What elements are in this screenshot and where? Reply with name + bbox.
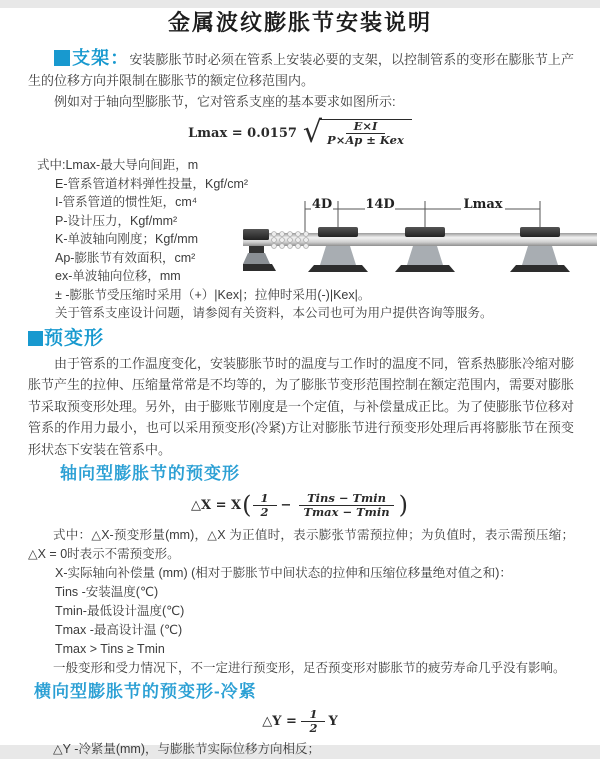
lateral-note: △Y -冷紧量(mm)，与膨胀节实际位移方向相反； <box>53 742 321 756</box>
definition-item: P-设计压力，Kgf/mm² <box>55 213 178 228</box>
blue-square-bullet-icon <box>54 50 70 66</box>
note-line: Tmax > Tins ≥ Tmin <box>55 642 165 656</box>
definition-item: ex-单波轴向位移，mm <box>55 269 181 283</box>
lateral-formula-lhs: △Y = <box>262 713 297 729</box>
definition-item: 关于管系支座设计问题，请参阅有关资料，本公司也可为用户提供咨询等服务。 <box>55 306 493 320</box>
square-root <box>302 115 412 150</box>
page-title: 金属波纹膨胀节安装说明 <box>167 10 432 35</box>
half-fraction <box>301 708 325 735</box>
document-page <box>0 8 600 756</box>
fraction-numerator: 1 <box>253 492 277 506</box>
lateral-subsection-heading: 横向型膨胀节的预变形-冷紧 <box>34 682 257 701</box>
blue-square-bullet-icon <box>28 331 43 346</box>
dim-label-14d: 14D <box>365 197 395 212</box>
definition-item: ± -膨胀节受压缩时采用（+）|Kex|；拉伸时采用(-)|Kex|。 <box>55 287 371 302</box>
note-line: 式中：△X-预变形量(mm)，△X 为正值时，表示膨张节需预拉伸；为负值时，表示需预压缩；△X = 0时表示不需预变形。 <box>28 528 574 561</box>
lmax-formula <box>0 114 600 152</box>
open-paren: ( <box>242 491 252 519</box>
preset-section-heading: 预变形 <box>44 327 105 349</box>
lmax-formula-lhs: Lmax = 0.0157 <box>188 125 297 141</box>
definition-item: K-单波轴向刚度；Kgf/mm <box>55 232 199 246</box>
support-example-line: 例如对于轴向型膨胀节，它对管系支座的基本要求如图所示: <box>54 94 396 109</box>
support-intro-paragraph <box>28 48 574 91</box>
definition-item: E-管系管道材料弹性投量，Kgf/cm² <box>55 176 249 191</box>
support-intro-text: 安装膨胀节时必须在管系上安装必要的支架，以控制管系的变形在膨胀节上产生的位移方向并限制在膨胀节的额定位移范围内。 <box>28 52 574 88</box>
lateral-formula <box>0 706 600 736</box>
definition-item: I-管系管道的惯性矩，cm⁴ <box>55 195 198 209</box>
note-line: X-实际轴向补偿量 (mm) (相对于膨胀节中间状态的拉伸和压缩位移量绝对值之和)： <box>55 566 512 580</box>
radical-sign: √ <box>302 115 323 150</box>
minus-operator: − <box>280 497 292 513</box>
preset-paragraph: 由于管系的工作温度变化，安装膨胀节时的温度与工作时的温度不同，管系热膨胀冷缩对膨胀节产生的拉伸、压缩量常常是不均等的，为了膨胀节变形范围控制在额定范围内，需要对膨胀节采取预变形处理。另外，由于膨账节刚度是一个定值，与补偿量成正比。为了使膨胀节位移对管系的作用力最小，也可以采用预变形(冷紧)方让对膨胀节进行预变形处理后再将膨胀节在预变形状态下安装在管系中。 <box>28 355 575 457</box>
temperature-fraction <box>295 492 397 519</box>
dim-label-lmax: Lmax <box>463 197 503 212</box>
note-line: Tins -安装温度(℃) <box>55 585 159 599</box>
axial-formula <box>0 486 600 524</box>
fraction-numerator: 1 <box>301 708 325 722</box>
lmax-fraction <box>319 119 412 147</box>
note-line: Tmin-最低设计温度(℃) <box>55 604 185 618</box>
note-line: 一般变形和受力情况下，不一定进行预变形，足否预变形对膨胀节的疲劳寿命几乎没有影响。 <box>53 661 566 675</box>
axial-subsection-heading: 轴向型膨胀节的预变形 <box>60 464 240 483</box>
fraction-denominator: 2 <box>309 720 318 735</box>
lmax-fraction-denominator: P×Ap ± Kex <box>327 133 404 147</box>
lmax-fraction-numerator: E×I <box>346 120 386 134</box>
fraction-denominator: Tmax − Tmin <box>303 504 390 519</box>
dim-label-4d: 4D <box>311 197 333 212</box>
support-section-heading: 支架： <box>72 48 130 68</box>
definition-item: Ap-膨胀节有效面积，cm² <box>55 250 196 265</box>
axial-notes <box>0 526 600 678</box>
definition-item: 式中:Lmax-最大导向间距，m <box>37 158 199 172</box>
fraction-denominator: 2 <box>260 504 269 519</box>
fraction-numerator: Tins − Tmin <box>299 492 394 506</box>
axial-formula-lhs: △X = X <box>191 497 242 513</box>
lateral-formula-rhs: Y <box>328 713 338 729</box>
preset-section-heading-row <box>28 327 600 351</box>
note-line: Tmax -最高设计温 (℃) <box>55 623 183 637</box>
close-paren: ) <box>398 491 408 519</box>
half-fraction <box>253 492 277 519</box>
pipe-support-diagram <box>243 193 597 295</box>
